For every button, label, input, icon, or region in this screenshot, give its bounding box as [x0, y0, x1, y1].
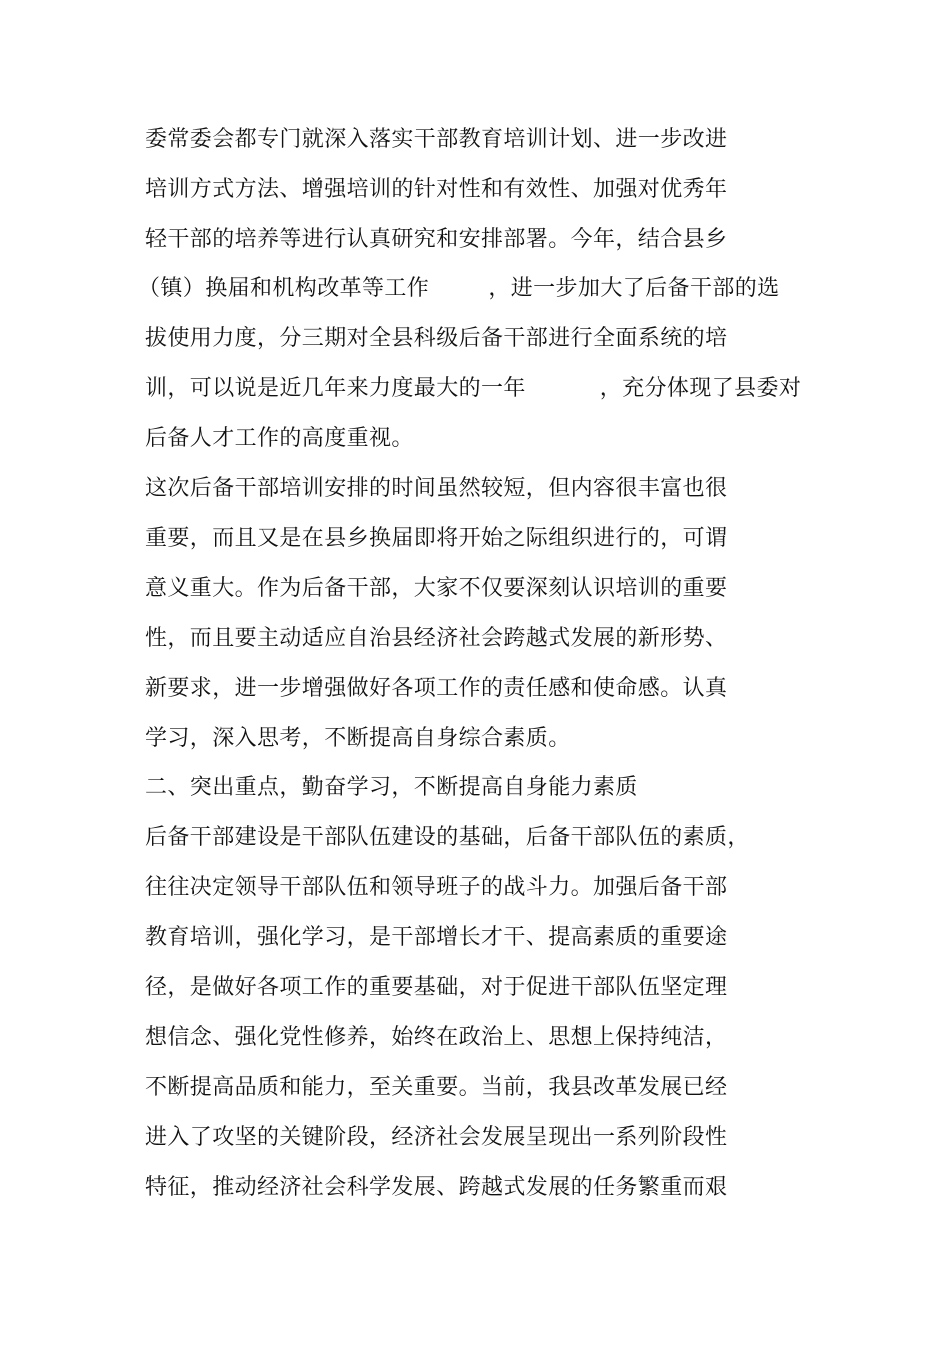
text-line: 性，而且要主动适应自治县经济社会跨越式发展的新形势、	[145, 626, 728, 651]
text-line: 委常委会都专门就深入落实干部教育培训计划、进一步改进	[145, 127, 728, 152]
text-line: 教育培训，强化学习，是干部增长才干、提高素质的重要途	[145, 925, 728, 950]
section-heading: 二、突出重点，勤奋学习，不断提高自身能力素质	[145, 775, 638, 800]
text-line: 后备人才工作的高度重视。	[145, 426, 414, 451]
text-line: 拔使用力度，分三期对全县科级后备干部进行全面系统的培	[145, 326, 728, 351]
text-line: （镇）换届和机构改革等工作 ，进一步加大了后备干部的选	[138, 276, 780, 301]
text-line: 重要，而且又是在县乡换届即将开始之际组织进行的，可谓	[145, 526, 728, 551]
text-line: 不断提高品质和能力，至关重要。当前，我县改革发展已经	[145, 1075, 728, 1100]
text-line: 学习，深入思考，不断提高自身综合素质。	[145, 726, 571, 751]
text-line: 后备干部建设是干部队伍建设的基础，后备干部队伍的素质，	[145, 825, 750, 850]
text-line: 培训方式方法、增强培训的针对性和有效性、加强对优秀年	[145, 177, 728, 202]
text-line: 这次后备干部培训安排的时间虽然较短，但内容很丰富也很	[145, 476, 728, 501]
text-line: 轻干部的培养等进行认真研究和安排部署。今年，结合县乡	[145, 227, 728, 252]
text-line: 进入了攻坚的关键阶段，经济社会发展呈现出一系列阶段性	[145, 1125, 728, 1150]
text-line: 新要求，进一步增强做好各项工作的责任感和使命感。认真	[145, 676, 728, 701]
text-line: 想信念、强化党性修养，始终在政治上、思想上保持纯洁，	[145, 1025, 728, 1050]
text-line: 意义重大。作为后备干部，大家不仅要深刻认识培训的重要	[145, 576, 728, 601]
text-line: 特征，推动经济社会科学发展、跨越式发展的任务繁重而艰	[145, 1175, 728, 1200]
text-line: 训，可以说是近几年来力度最大的一年 ，充分体现了县委对	[145, 376, 802, 401]
text-line: 往往决定领导干部队伍和领导班子的战斗力。加强后备干部	[145, 875, 728, 900]
text-line: 径，是做好各项工作的重要基础，对于促进干部队伍坚定理	[145, 975, 728, 1000]
